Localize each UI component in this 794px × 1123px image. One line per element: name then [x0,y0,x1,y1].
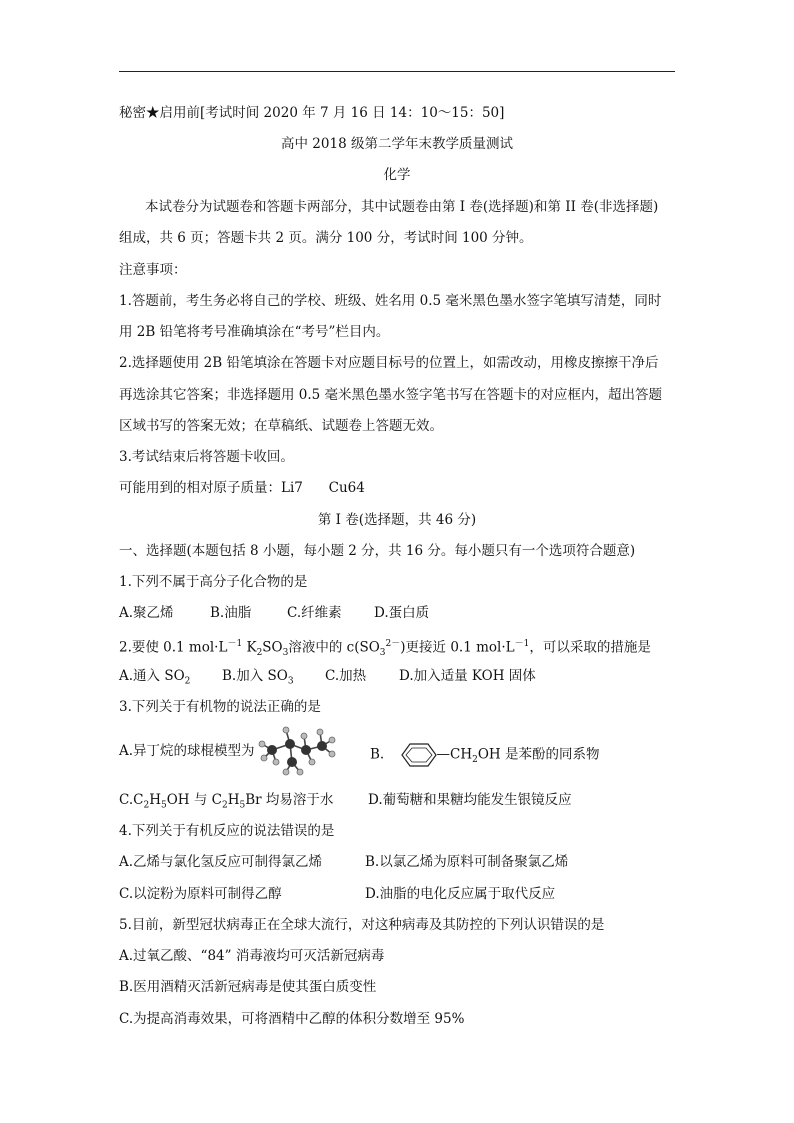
part-1-title: 第 I 卷(选择题，共 46 分) [317,512,477,528]
q5-option-c: C.为提高消毒效果，可将酒精中乙醇的体积分数增至 95% [119,1011,465,1027]
q4-option-d: D.油脂的电化反应属于取代反应 [365,886,556,902]
q1-option-b: B.油脂 [210,605,252,621]
q4-option-c: C.以淀粉为原料可制得乙醇 [119,886,282,902]
q4-stem: 4.下列关于有机反应的说法错误的是 [119,823,335,839]
note-1-line-2: 用 2B 铅笔将考号准确填涂在“考号”栏目内。 [119,324,390,340]
q5-option-a: A.过氧乙酸、“84” 消毒液均可灭活新冠病毒 [119,948,385,964]
q4-option-b: B.以氯乙烯为原料可制备聚氯乙烯 [365,854,569,870]
q2-option-d: D.加入适量 KOH 固体 [399,668,536,684]
note-1-line-1: 1.答题前，考生务必将自己的学校、班级、姓名用 0.5 毫米黑色墨水签字笔填写清楚，同时 [119,293,662,309]
section-1-heading: 一、选择题(本题包括 8 小题，每小题 2 分，共 16 分。每小题只有一个选项符合题意) [119,543,636,559]
note-2-line-2: 再选涂其它答案；非选择题用 0.5 毫米黑色墨水签字笔书写在答题卡的对应框内，超出答题 [119,387,663,403]
note-2-line-1: 2.选择题使用 2B 铅笔填涂在答题卡对应题目标号的位置上，如需改动，用橡皮擦擦干净后 [119,355,659,371]
note-2-line-3: 区域书写的答案无效；在草稿纸、试题卷上答题无效。 [119,418,443,434]
confidential-line: 秘密★启用前[考试时间 2020 年 7 月 16 日 14：10～15：50] [119,105,505,121]
notes-heading: 注意事项： [119,262,187,278]
atomic-mass-line: 可能用到的相对原子质量：Li7 Cu64 [119,480,365,496]
q3-stem: 3.下列关于有机物的说法正确的是 [119,699,321,715]
note-3: 3.考试结束后将答题卡收回。 [119,449,294,465]
q3-option-c: $C.C_2H_5OH$ 与 $C_2H_5Br$ 均易溶于水 [119,792,334,811]
q3-option-a: A.异丁烷的球棍模型为 [119,743,255,759]
q1-stem: 1.下列不属于高分子化合物的是 [119,574,308,590]
subject-title: 化学 [383,167,411,183]
q1-option-c: C.纤维素 [287,605,342,621]
isobutane-ball-stick-model [258,722,338,778]
intro-line-2: 组成，共 6 页；答题卡共 2 页。满分 100 分，考试时间 100 分钟。 [119,230,533,246]
q5-option-b: B.医用酒精灭活新冠病毒是使其蛋白质变性 [119,979,377,995]
q2-option-c: C.加热 [325,668,367,684]
q1-option-a: A.聚乙烯 [119,605,174,621]
benzene-ring-icon [401,742,437,768]
q1-option-d: D.蛋白质 [374,605,430,621]
q2-option-a: A.通入 $SO_2$ [119,668,191,687]
q4-option-a: A.乙烯与氯化氢反应可制得氯乙烯 [119,854,323,870]
q3-option-b: B. $—CH_2OH$ 是苯酚的同系物 [370,742,600,769]
q5-stem: 5.目前，新型冠状病毒正在全球大流行，对这种病毒及其防控的下列认识错误的是 [119,917,605,933]
header-rule [119,71,675,72]
q2-option-b: B.加入 $SO_3$ [222,668,294,687]
q2-stem: 2.要使 0.1 $mol\cdot L^{-1}$ $K_2SO_3$溶液中的 $c(SO_3^{2-})$更接近 0.1 $mol\cdot L^{-1}$，可以采取的措施是 [119,639,651,659]
intro-line-1: 本试卷分为试题卷和答题卡两部分，其中试题卷由第 I 卷(选择题)和第 II 卷(非选择题) [145,199,659,215]
q3-option-d: D.葡萄糖和果糖均能发生银镜反应 [368,792,572,808]
exam-title: 高中 2018 级第二学年末教学质量测试 [281,136,513,152]
